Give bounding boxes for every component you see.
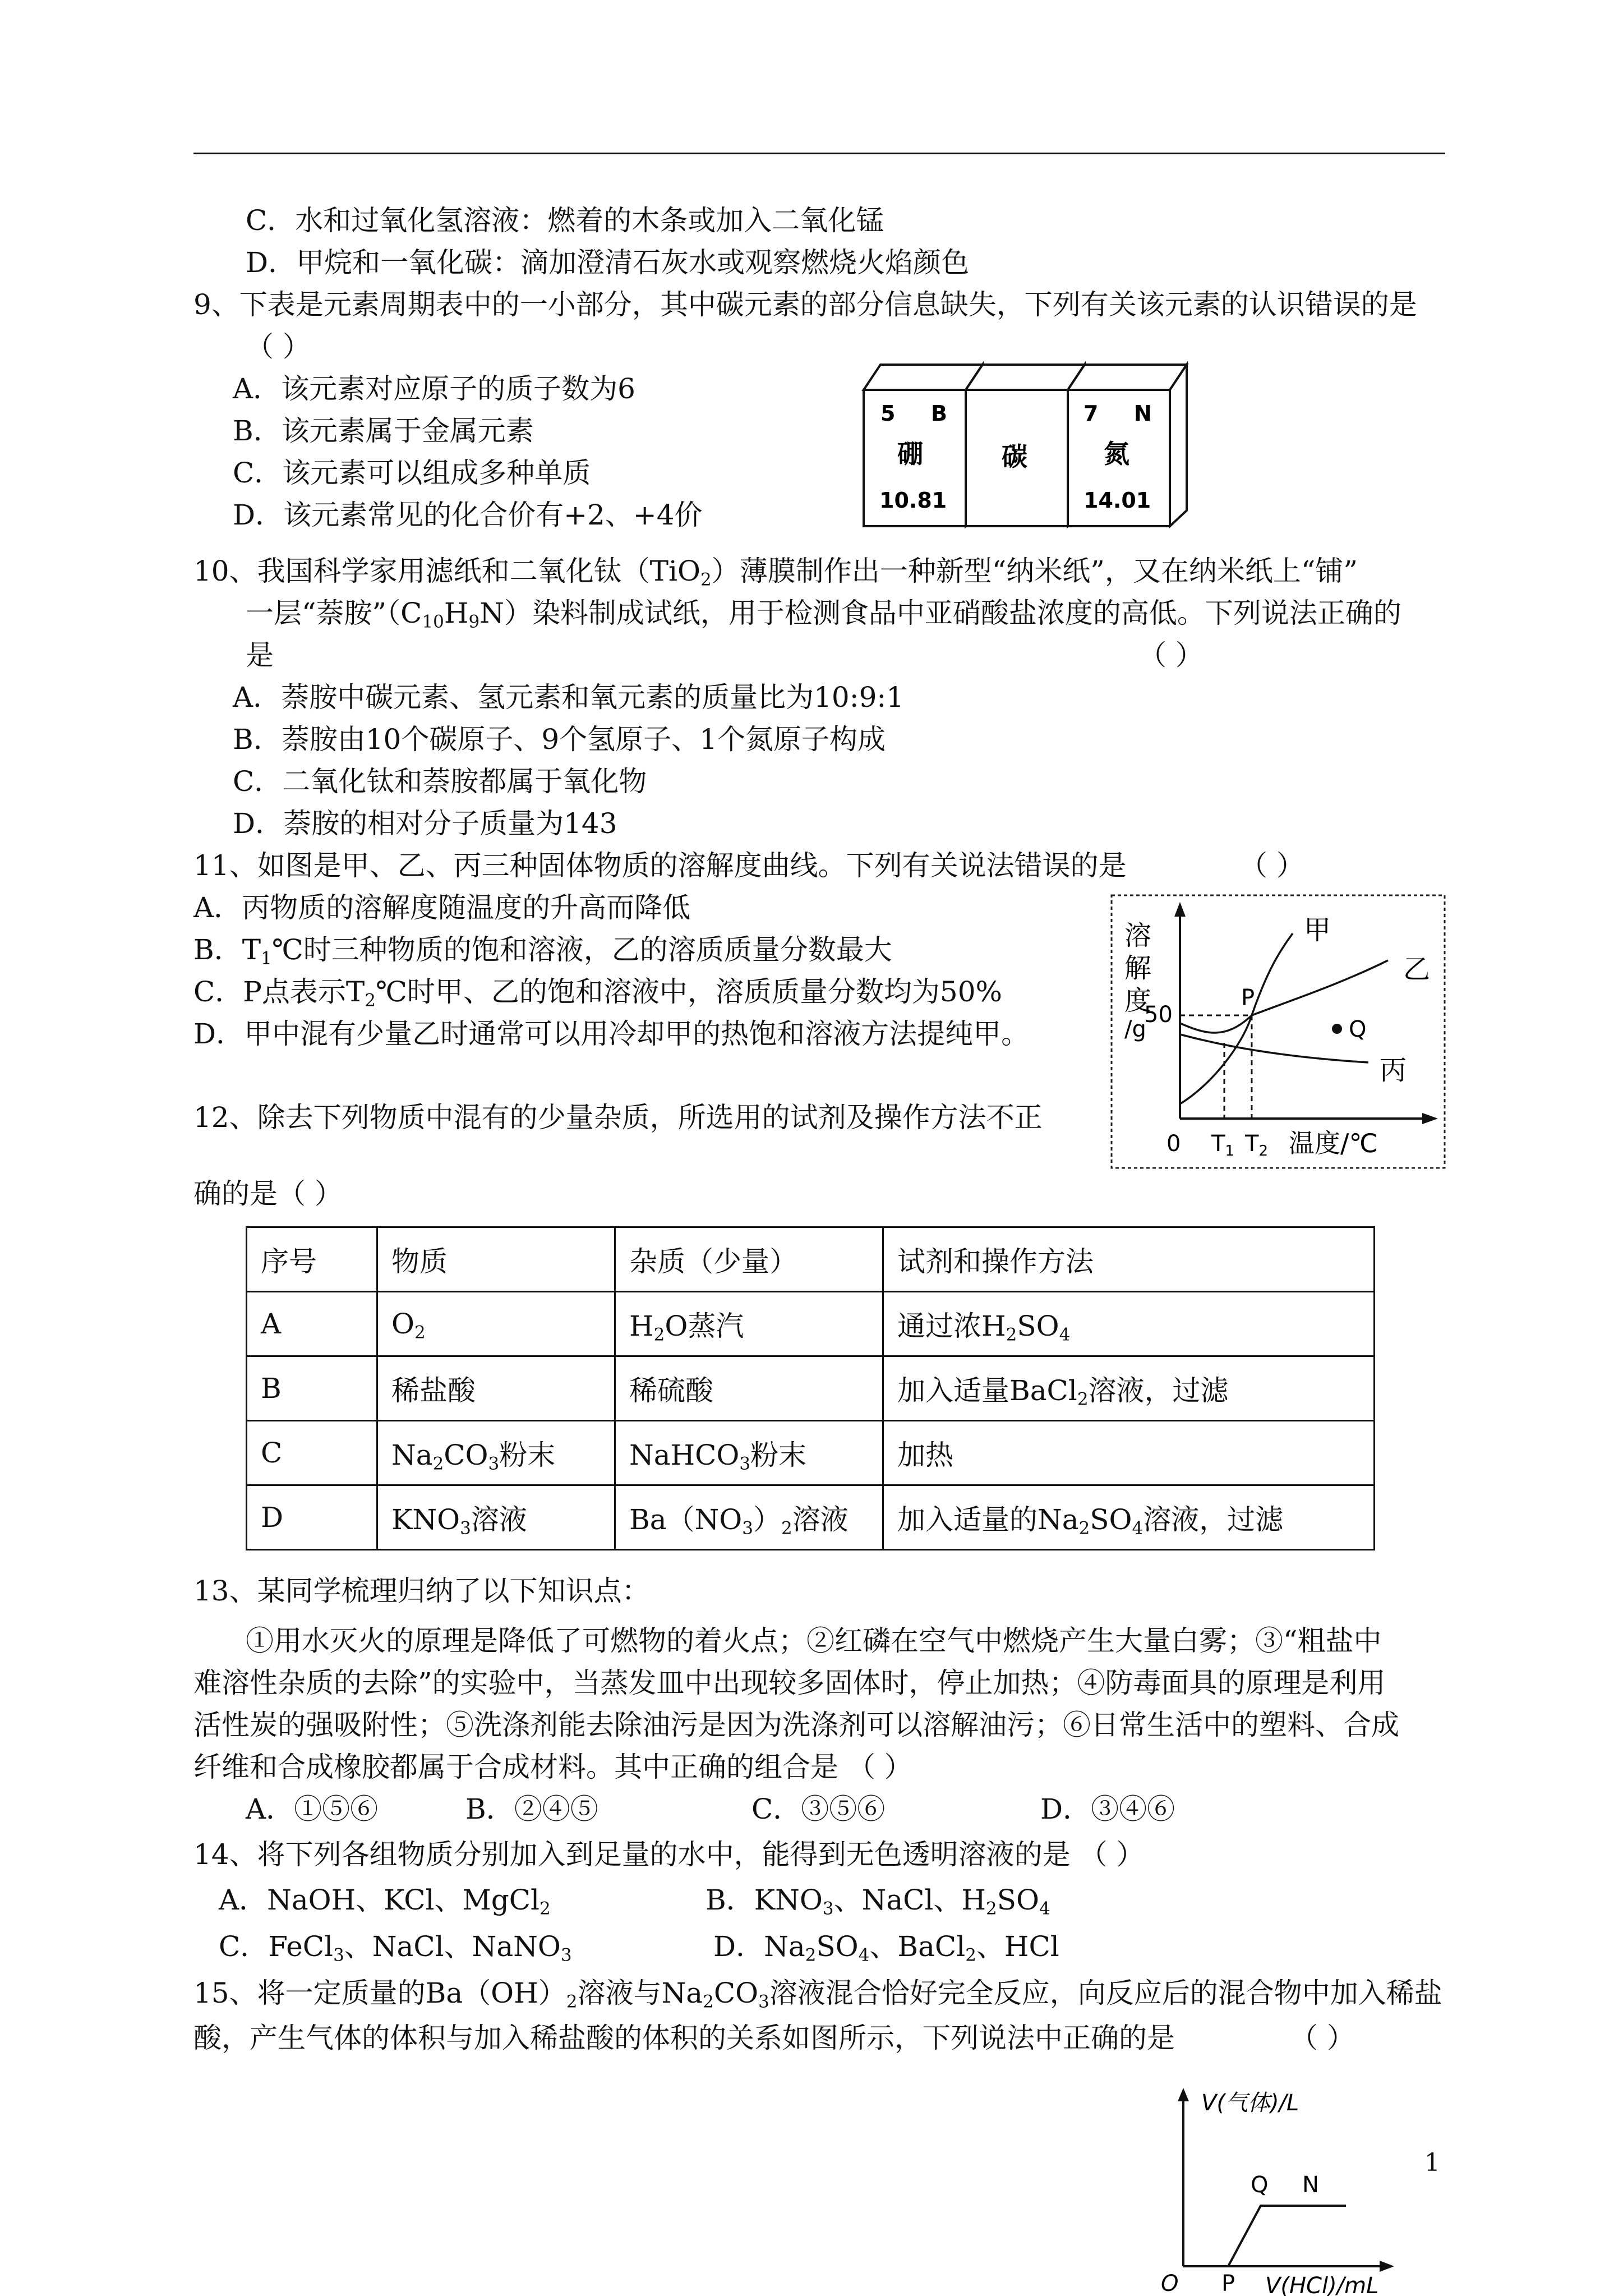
q10-line-1: 10、我国科学家用滤纸和二氧化钛（TiO$_2$）薄膜制作出一种新型“纳米纸”，又在纳米纸上“铺”: [193, 555, 1358, 590]
q9-option-c: C．该元素可以组成多种单质: [233, 457, 591, 489]
point-q-label: Q: [1349, 1016, 1367, 1042]
table-row: [247, 1356, 1375, 1421]
y-label-char-3: 度: [1124, 985, 1152, 1016]
q8-option-d: D．甲烷和一氧化碳：滴加澄清石灰水或观察燃烧火焰颜色: [246, 246, 970, 279]
x-axis-arrow-icon: [1422, 1113, 1438, 1124]
method-cell: 加入适量BaCl$_2$溶液，过滤: [883, 1356, 1375, 1421]
q15-answer-paren: （ ）: [1290, 2022, 1355, 2054]
curve-jia-label: 甲: [1304, 914, 1331, 946]
q10-answer-paren: （ ）: [1138, 639, 1204, 671]
impurity-cell: NaHCO$_3$粉末: [615, 1421, 883, 1485]
figure-frame: [1112, 895, 1445, 1168]
periodic-cell-nitrogen: [1068, 365, 1187, 526]
q10-line-3: 是: [246, 639, 274, 671]
q13-option-a: A．①⑤⑥: [246, 1793, 379, 1825]
q10-option-c: C．二氧化钛和萘胺都属于氧化物: [233, 765, 647, 798]
y-label-char-1: 溶: [1124, 920, 1152, 951]
q9-option-b: B．该元素属于金属元素: [233, 415, 534, 447]
q12-line-1: 12、除去下列物质中混有的少量杂质，所选用的试剂及操作方法不正: [193, 1101, 1043, 1134]
x-axis-arrow-icon: [1380, 2261, 1394, 2272]
boron-name: 硼: [897, 439, 923, 469]
row-id: A: [247, 1292, 377, 1356]
nitrogen-mass: 14.01: [1083, 488, 1151, 513]
q11-option-c: C．P点表示$T_2℃$时甲、乙的饱和溶液中，溶质质量分数均为50%: [193, 976, 1003, 1011]
substance-cell: $Na_2CO_3$粉末: [377, 1421, 615, 1485]
q15-line-2: 酸，产生气体的体积与加入稀盐酸的体积的关系如图所示，下列说法中正确的是: [193, 2022, 1175, 2054]
t2-tick-label: $T_2$: [1245, 1131, 1268, 1159]
q13-line-3: 活性炭的强吸附性；⑤洗涤剂能去除油污是因为洗涤剂可以溶解油污；⑥日常生活中的塑料、合成: [193, 1709, 1399, 1741]
y-axis-label: V(气体)/L: [1201, 2090, 1299, 2116]
boron-symbol: B: [931, 401, 947, 426]
q8-option-c: C．水和过氧化氢溶液：燃着的木条或加入二氧化锰: [246, 204, 884, 237]
table-row: [247, 1421, 1375, 1485]
method-cell: 通过浓$H_2SO_4$: [883, 1292, 1375, 1356]
q13-line-4: 纤维和合成橡胶都属于合成材料。其中正确的组合是 （ ）: [193, 1751, 912, 1783]
page-number: 1: [1424, 2148, 1440, 2177]
q11-option-a: A．丙物质的溶解度随温度的升高而降低: [193, 891, 691, 924]
header-rule: [193, 153, 1445, 154]
q9-option-a: A．该元素对应原子的质子数为6: [233, 372, 635, 405]
substance-cell: $KNO_3$溶液: [377, 1485, 615, 1550]
q11-option-d: D．甲中混有少量乙时通常可以用冷却甲的热饱和溶液方法提纯甲。: [193, 1018, 1030, 1050]
q14-option-b: B．$KNO_3$、NaCl、$H_2SO_4$: [706, 1884, 1050, 1919]
q14-stem: 14、将下列各组物质分别加入到足量的水中，能得到无色透明溶液的是 （ ）: [193, 1838, 1145, 1871]
origin-label: O: [1161, 2271, 1179, 2296]
solubility-curve-figure: [1110, 894, 1447, 1170]
point-q-marker: [1332, 1024, 1342, 1034]
row-id: B: [247, 1356, 377, 1421]
curve-bing-label: 丙: [1380, 1055, 1407, 1086]
x-axis-label: V(HCl)/mL: [1265, 2273, 1379, 2296]
nitrogen-name: 氮: [1104, 439, 1129, 469]
q15-line-1: 15、将一定质量的$Ba(OH)_2$溶液与$Na_2CO_3$溶液混合恰好完全反应，向反应后的混合物中加入稀盐: [193, 1977, 1442, 2012]
q10-option-d: D．萘胺的相对分子质量为143: [233, 807, 617, 840]
row-id: C: [247, 1421, 377, 1485]
y-axis-arrow-icon: [1178, 2088, 1189, 2101]
q13-line-1: ①用水灭火的原理是降低了可燃物的着火点；②红磷在空气中燃烧产生大量白雾；③“粗盐中: [246, 1625, 1382, 1657]
x-axis-label: 温度/℃: [1289, 1128, 1378, 1158]
y-tick-50: 50: [1144, 1002, 1173, 1028]
table-row: [247, 1485, 1375, 1550]
point-p-label: P: [1241, 985, 1255, 1011]
curve-jia: [1180, 933, 1293, 1104]
row-id: D: [247, 1485, 377, 1550]
periodic-table-figure: [864, 359, 1228, 527]
t1-tick-label: $T_1$: [1211, 1131, 1234, 1159]
nitrogen-symbol: N: [1134, 401, 1152, 426]
impurity-cell: $Ba(NO_3)_2$溶液: [615, 1485, 883, 1550]
q13-stem: 13、某同学梳理归纳了以下知识点：: [193, 1575, 650, 1607]
q9-answer-paren: （ ）: [246, 330, 311, 363]
curve-yi-label: 乙: [1403, 954, 1431, 985]
q11-stem: 11、如图是甲、乙、丙三种固体物质的溶解度曲线。下列有关说法错误的是: [193, 849, 1127, 882]
method-cell: 加热: [883, 1421, 1375, 1485]
impurity-cell: 稀硫酸: [615, 1356, 883, 1421]
q14-option-c: C．FeCl$_3$、NaCl、NaNO$_3$: [219, 1930, 572, 1966]
q13-option-d: D．③④⑥: [1040, 1793, 1175, 1825]
q14-option-d: D．$Na_2SO_4$、BaCl$_2$、HCl: [713, 1930, 1059, 1966]
q10-option-a: A．萘胺中碳元素、氢元素和氧元素的质量比为10:9:1: [233, 681, 905, 714]
q13-line-2: 难溶性杂质的去除”的实验中，当蒸发皿中出现较多固体时，停止加热；④防毒面具的原理是利用: [193, 1667, 1386, 1699]
gas-volume-graph: [1150, 2076, 1408, 2294]
q12-line-2: 确的是（ ）: [193, 1177, 343, 1210]
point-q-label: Q: [1251, 2172, 1269, 2198]
origin-label: 0: [1166, 1131, 1181, 1157]
q13-option-b: B．②④⑤: [465, 1793, 598, 1825]
header-cell: 杂质（少量）: [615, 1227, 883, 1292]
header-cell: 物质: [377, 1227, 615, 1292]
q14-option-a: A．NaOH、KCl、MgCl$_2$: [219, 1884, 551, 1919]
q11-answer-paren: （ ）: [1239, 849, 1304, 882]
impurity-removal-table: [246, 1226, 1375, 1550]
q13-option-c: C．③⑤⑥: [751, 1793, 886, 1825]
nitrogen-number: 7: [1083, 401, 1099, 426]
substance-cell: $O_2$: [377, 1292, 615, 1356]
q10-option-b: B．萘胺由10个碳原子、9个氢原子、1个氮原子构成: [233, 723, 886, 756]
boron-mass: 10.81: [879, 488, 947, 513]
gas-volume-line: [1183, 2206, 1346, 2266]
q11-option-b: B．$T_1℃$时三种物质的饱和溶液，乙的溶质质量分数最大: [193, 933, 892, 969]
point-p-label: P: [1221, 2271, 1235, 2296]
q10-line-2: 一层“萘胺$”(C_{10}H_9N)$染料制成试纸，用于检测食品中亚硝酸盐浓度的高低。下列说法正确的: [246, 597, 1401, 632]
q9-option-d: D．该元素常见的化合价有+2、+4价: [233, 499, 703, 531]
impurity-cell: $H_2O$蒸汽: [615, 1292, 883, 1356]
y-label-char-2: 解: [1124, 953, 1152, 984]
header-cell: 试剂和操作方法: [883, 1227, 1375, 1292]
q9-stem: 9、下表是元素周期表中的一小部分，其中碳元素的部分信息缺失，下列有关该元素的认识错误的是: [193, 288, 1417, 321]
y-axis-arrow-icon: [1174, 902, 1186, 917]
y-label-unit: /g: [1124, 1016, 1146, 1042]
boron-number: 5: [880, 401, 896, 426]
table-header-row: [247, 1227, 1375, 1292]
substance-cell: 稀盐酸: [377, 1356, 615, 1421]
point-n-label: N: [1302, 2172, 1319, 2198]
method-cell: 加入适量的$Na_2SO_4$溶液，过滤: [883, 1485, 1375, 1550]
header-cell: 序号: [247, 1227, 377, 1292]
table-row: [247, 1292, 1375, 1356]
curve-bing: [1180, 1034, 1368, 1062]
carbon-name: 碳: [1002, 441, 1027, 472]
